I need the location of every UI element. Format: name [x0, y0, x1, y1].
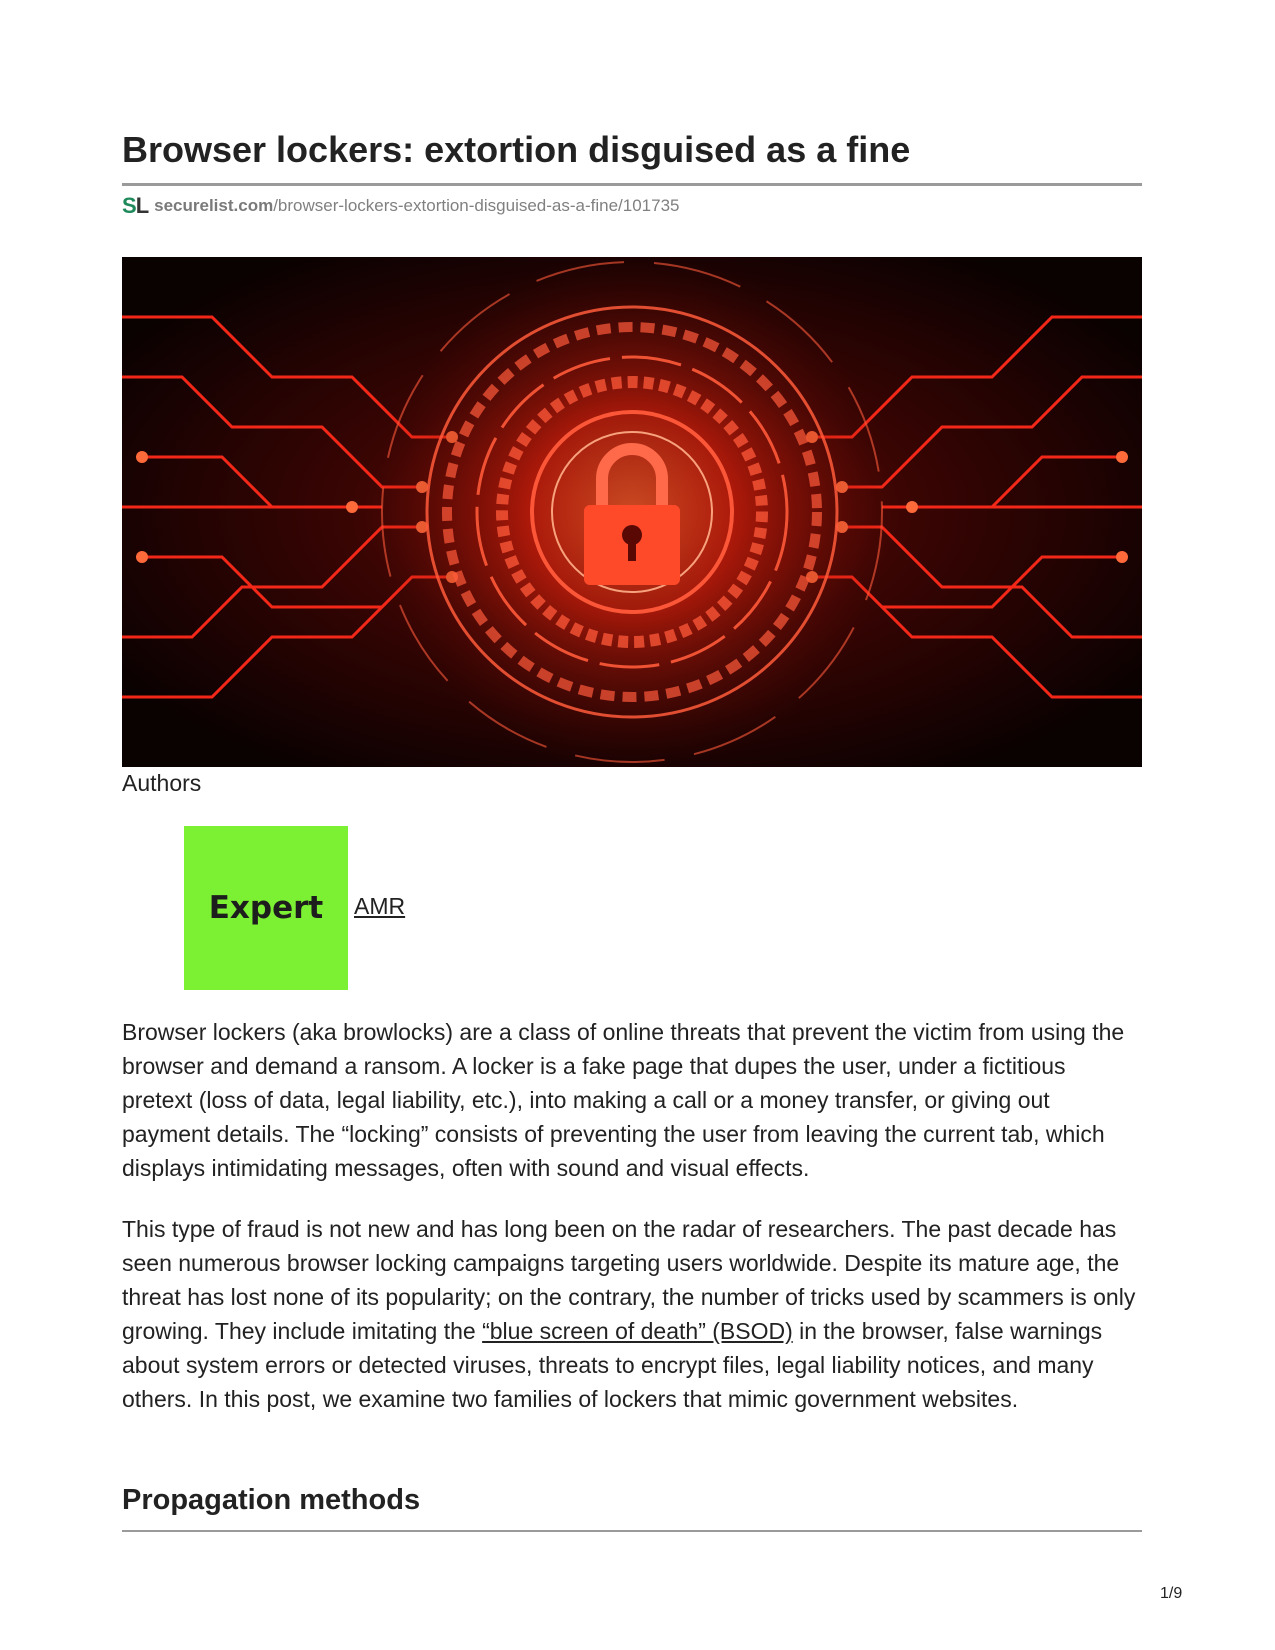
- authors-heading: Authors: [122, 770, 202, 796]
- title-divider: [122, 183, 1142, 186]
- source-domain[interactable]: securelist.com: [154, 196, 274, 215]
- author-name-link[interactable]: AMR: [354, 893, 406, 919]
- paragraph-history-text-1: This type of fraud is not new and has long been on the radar of researchers. The past decade has seen numerous browser locking campaigns targeting users worldwide. Despite its mature age, the threat has lost none of its popularity; on the contrary, the number of tricks used by scammers is only growing. They include imitating the: [122, 1216, 1136, 1344]
- author-badge-text: Expert: [208, 890, 324, 926]
- article-title: Browser lockers: extortion disguised as a fine: [122, 129, 911, 170]
- securelist-logo-icon: SL: [122, 193, 149, 218]
- section-heading: Propagation methods: [122, 1484, 421, 1516]
- source-path[interactable]: /browser-lockers-extortion-disguised-as-a-fine/101735: [273, 196, 680, 215]
- bsod-link[interactable]: “blue screen of death” (BSOD): [482, 1318, 793, 1344]
- source-line: [122, 194, 680, 218]
- paragraph-history-text-2: in the browser, false warnings about system errors or detected viruses, threats to encrypt files, legal liability notices, and many others. In this post, we examine two families of lockers that mimic government websites.: [122, 1318, 1103, 1412]
- paragraph-history: [122, 1212, 1142, 1416]
- paragraph-intro: Browser lockers (aka browlocks) are a class of online threats that prevent the victim from using the browser and demand a ransom. A locker is a fake page that dupes the user, under a fictitious pretext (loss of data, legal liability, etc.), into making a call or a money transfer, or giving out payment details. The “locking” consists of preventing the user from leaving the current tab, which displays intimidating messages, often with sound and visual effects.: [122, 1019, 1125, 1181]
- page-number: 1/9: [1160, 1585, 1183, 1602]
- section-divider: [122, 1530, 1142, 1532]
- hero-lock-image: [122, 257, 1142, 767]
- author-avatar[interactable]: [184, 826, 348, 990]
